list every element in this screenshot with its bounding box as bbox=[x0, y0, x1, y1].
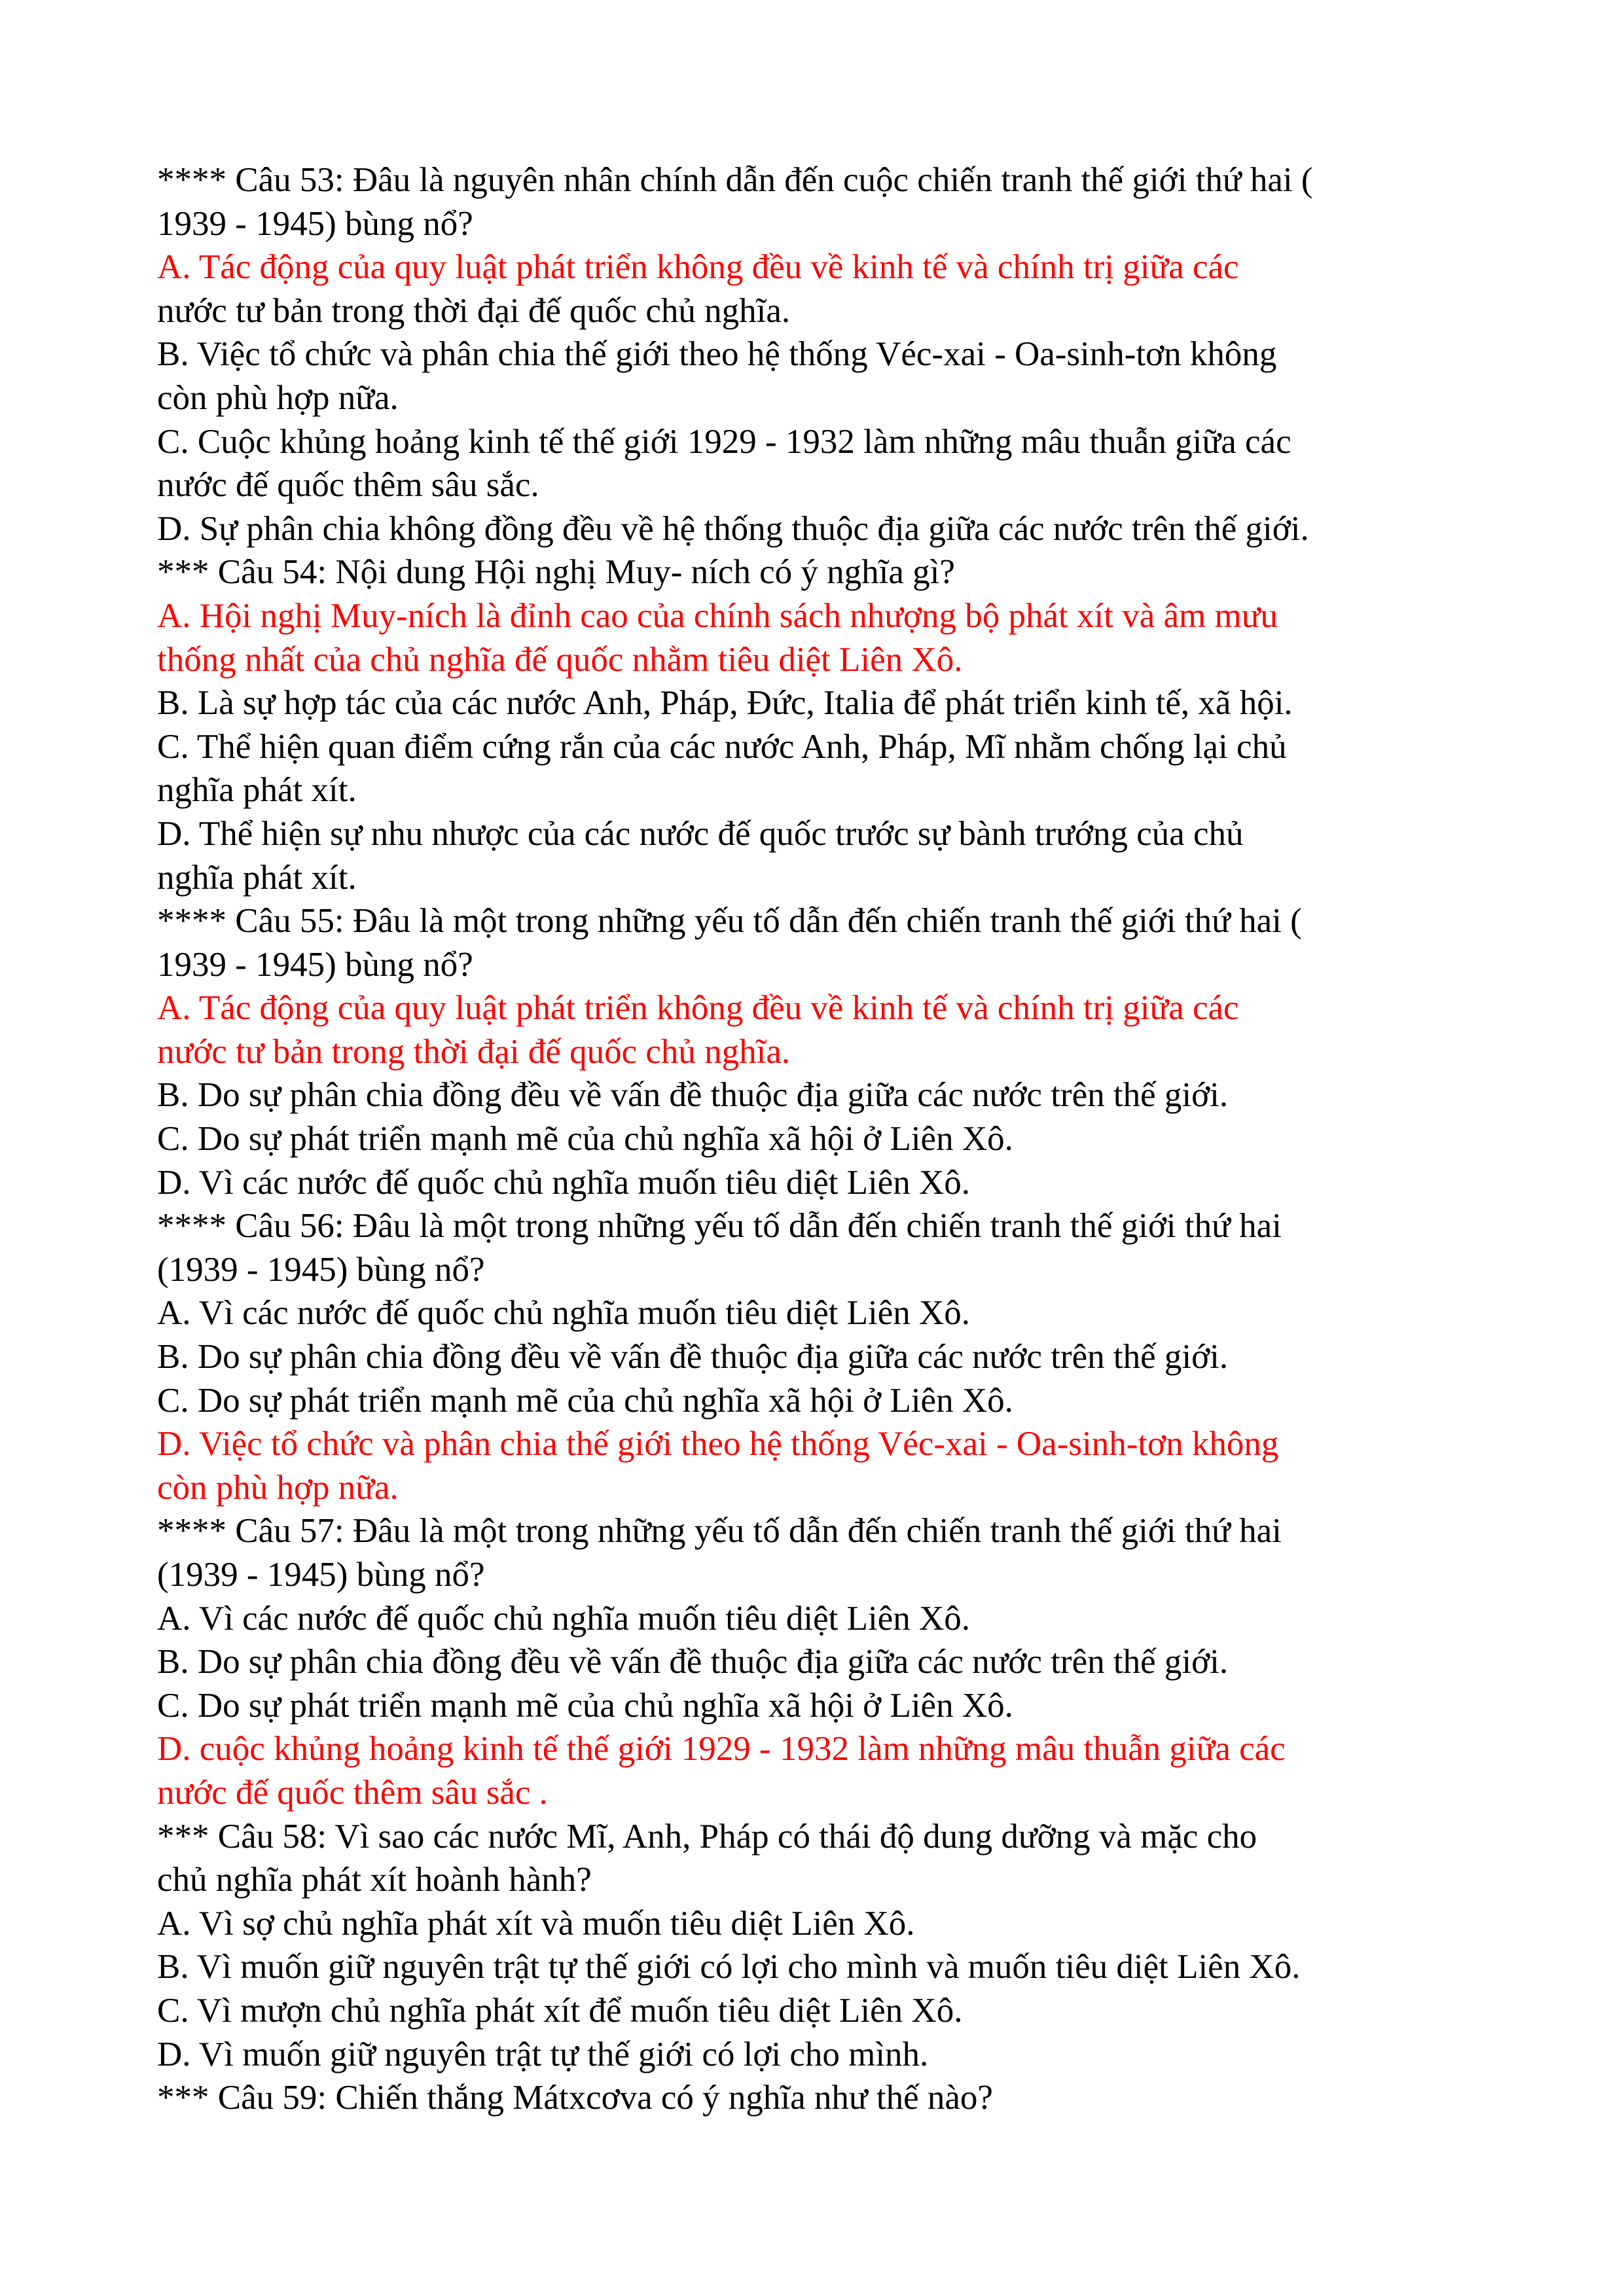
question-58-line: chủ nghĩa phát xít hoành hành? bbox=[157, 1861, 592, 1899]
question-55-line: D. Vì các nước đế quốc chủ nghĩa muốn tiêu diệt Liên Xô. bbox=[157, 1163, 971, 1202]
question-54-line: C. Thể hiện quan điểm cứng rắn của các nước Anh, Pháp, Mĩ nhằm chống lại chủ bbox=[157, 727, 1287, 766]
question-53 bbox=[157, 158, 1571, 550]
question-57-line: **** Câu 57: Đâu là một trong những yếu tố dẫn đến chiến tranh thế giới thứ hai bbox=[157, 1512, 1282, 1551]
question-57-line: (1939 - 1945) bùng nổ? bbox=[157, 1556, 485, 1594]
question-53-line: D. Sự phân chia không đồng đều về hệ thống thuộc địa giữa các nước trên thế giới. bbox=[157, 509, 1309, 548]
question-57 bbox=[157, 1509, 1571, 1814]
question-55-line: C. Do sự phát triển mạnh mẽ của chủ nghĩa xã hội ở Liên Xô. bbox=[157, 1120, 1013, 1158]
question-59-line: *** Câu 59: Chiến thắng Mátxcơva có ý nghĩa như thế nào? bbox=[157, 2079, 993, 2117]
question-53-line: **** Câu 53: Đâu là nguyên nhân chính dẫn đến cuộc chiến tranh thế giới thứ hai ( bbox=[157, 161, 1313, 199]
question-55-line: 1939 - 1945) bùng nổ? bbox=[157, 945, 473, 984]
question-58-line: C. Vì mượn chủ nghĩa phát xít để muốn tiêu diệt Liên Xô. bbox=[157, 1991, 963, 2030]
question-55-line: B. Do sự phân chia đồng đều về vấn đề thuộc địa giữa các nước trên thế giới. bbox=[157, 1076, 1229, 1115]
question-56-line: C. Do sự phát triển mạnh mẽ của chủ nghĩa xã hội ở Liên Xô. bbox=[157, 1381, 1013, 1420]
question-58-line: D. Vì muốn giữ nguyên trật tự thế giới có lợi cho mình. bbox=[157, 2035, 929, 2073]
question-56-line: (1939 - 1945) bùng nổ? bbox=[157, 1250, 485, 1289]
question-54-line: B. Là sự hợp tác của các nước Anh, Pháp, Đức, Italia để phát triển kinh tế, xã hội. bbox=[157, 684, 1293, 723]
quiz-document bbox=[157, 158, 1571, 2120]
question-55 bbox=[157, 899, 1571, 1204]
question-54-line: *** Câu 54: Nội dung Hội nghị Muy- ních có ý nghĩa gì? bbox=[157, 553, 955, 592]
question-53-line: A. Tác động của quy luật phát triển không đều về kinh tế và chính trị giữa các bbox=[157, 248, 1239, 287]
question-58-line: B. Vì muốn giữ nguyên trật tự thế giới có lợi cho mình và muốn tiêu diệt Liên Xô. bbox=[157, 1948, 1301, 1986]
question-53-line: 1939 - 1945) bùng nổ? bbox=[157, 204, 473, 243]
question-57-line: A. Vì các nước đế quốc chủ nghĩa muốn tiêu diệt Liên Xô. bbox=[157, 1599, 971, 1638]
question-58 bbox=[157, 1815, 1571, 2077]
question-54-line: nghĩa phát xít. bbox=[157, 771, 357, 810]
question-56-line: A. Vì các nước đế quốc chủ nghĩa muốn tiêu diệt Liên Xô. bbox=[157, 1294, 971, 1333]
question-55-line: **** Câu 55: Đâu là một trong những yếu tố dẫn đến chiến tranh thế giới thứ hai ( bbox=[157, 902, 1302, 941]
question-53-line: nước đế quốc thêm sâu sắc. bbox=[157, 466, 539, 505]
question-54 bbox=[157, 550, 1571, 899]
question-55-line: nước tư bản trong thời đại đế quốc chủ nghĩa. bbox=[157, 1032, 791, 1071]
question-53-line: C. Cuộc khủng hoảng kinh tế thế giới 1929 - 1932 làm những mâu thuẫn giữa các bbox=[157, 422, 1291, 461]
question-53-line: nước tư bản trong thời đại đế quốc chủ nghĩa. bbox=[157, 291, 791, 330]
question-59 bbox=[157, 2076, 1571, 2120]
question-54-line: A. Hội nghị Muy-ních là đỉnh cao của chính sách nhượng bộ phát xít và âm mưu bbox=[157, 596, 1278, 635]
question-56 bbox=[157, 1204, 1571, 1509]
question-53-line: còn phù hợp nữa. bbox=[157, 378, 399, 417]
question-54-line: thống nhất của chủ nghĩa đế quốc nhằm tiêu diệt Liên Xô. bbox=[157, 640, 963, 679]
question-56-line: còn phù hợp nữa. bbox=[157, 1468, 399, 1507]
question-56-line: B. Do sự phân chia đồng đều về vấn đề thuộc địa giữa các nước trên thế giới. bbox=[157, 1338, 1229, 1376]
question-54-line: nghĩa phát xít. bbox=[157, 858, 357, 897]
question-57-line: D. cuộc khủng hoảng kinh tế thế giới 1929 - 1932 làm những mâu thuẫn giữa các bbox=[157, 1730, 1286, 1768]
question-54-line: D. Thể hiện sự nhu nhược của các nước đế quốc trước sự bành trướng của chủ bbox=[157, 814, 1244, 853]
question-58-line: *** Câu 58: Vì sao các nước Mĩ, Anh, Pháp có thái độ dung dưỡng và mặc cho bbox=[157, 1817, 1257, 1856]
question-53-line: B. Việc tổ chức và phân chia thế giới theo hệ thống Véc-xai - Oa-sinh-tơn không bbox=[157, 335, 1277, 374]
question-57-line: B. Do sự phân chia đồng đều về vấn đề thuộc địa giữa các nước trên thế giới. bbox=[157, 1643, 1229, 1681]
question-57-line: nước đế quốc thêm sâu sắc . bbox=[157, 1773, 548, 1812]
question-56-line: D. Việc tổ chức và phân chia thế giới theo hệ thống Véc-xai - Oa-sinh-tơn không bbox=[157, 1425, 1279, 1463]
question-57-line: C. Do sự phát triển mạnh mẽ của chủ nghĩa xã hội ở Liên Xô. bbox=[157, 1686, 1013, 1725]
question-58-line: A. Vì sợ chủ nghĩa phát xít và muốn tiêu diệt Liên Xô. bbox=[157, 1904, 915, 1943]
question-56-line: **** Câu 56: Đâu là một trong những yếu tố dẫn đến chiến tranh thế giới thứ hai bbox=[157, 1207, 1282, 1246]
question-55-line: A. Tác động của quy luật phát triển không đều về kinh tế và chính trị giữa các bbox=[157, 989, 1239, 1028]
